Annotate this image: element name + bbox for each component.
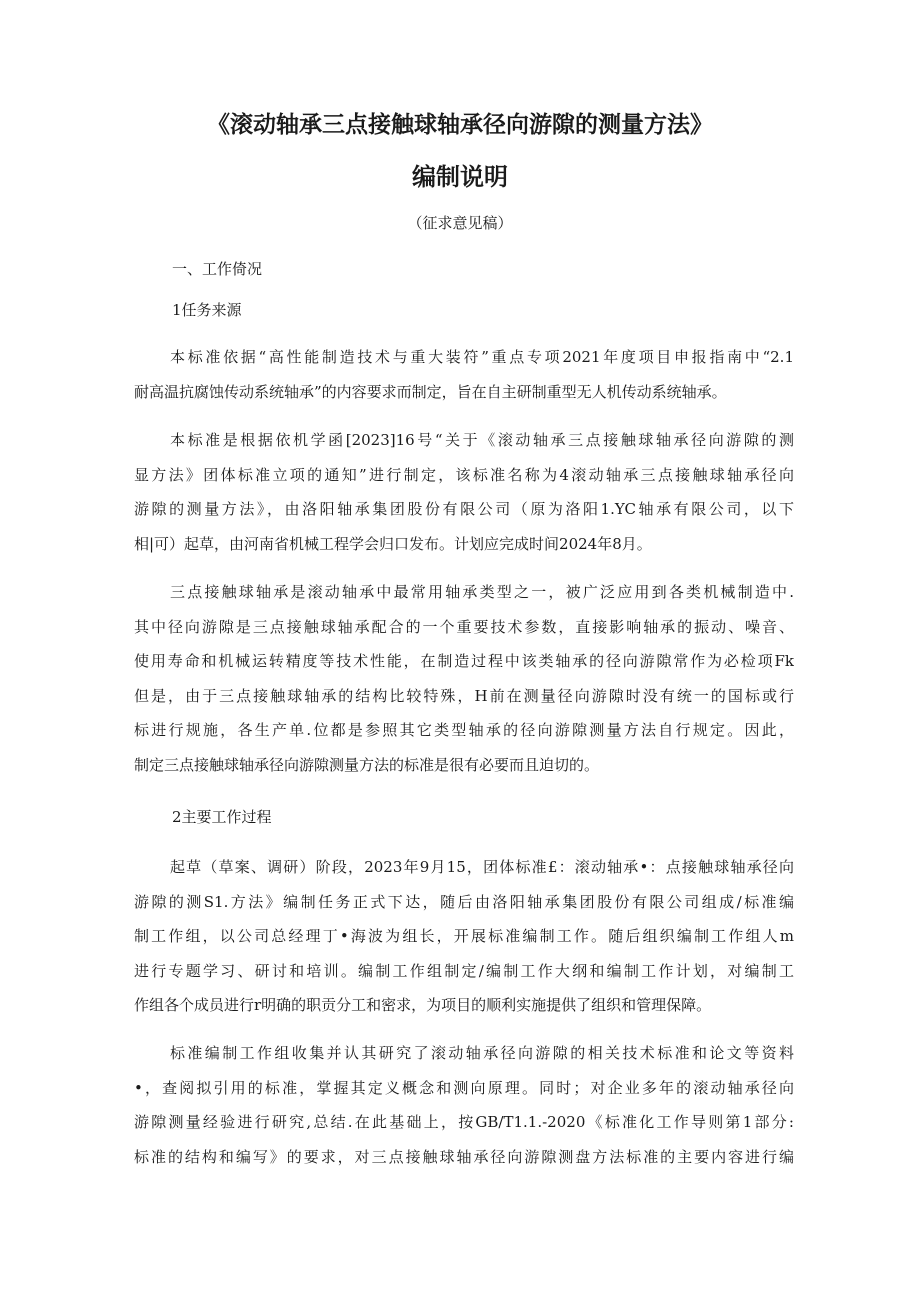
paragraph-line: 相|可）起草，由河南省机械工程学会归口发布。计划应完成时间2024年8月。 [134,534,652,553]
section-heading-work-status: 一、工作倚况 [172,260,263,278]
paragraph-line: 游隙的测S1.方法》编制任务正式下达，随后由洛阳轴承集团股份有限公司组成/标准编 [134,892,794,911]
paragraph-line: 作组各个成员进行r明确的职贡分工和密求，为项目的顺利实施提供了组织和管理保障。 [134,996,712,1014]
paragraph-line: 标准的结构和编写》的要求，对三点接触球轴承径向游隙测盘方法标准的主要内容进行编 [134,1147,794,1166]
subsection-heading-task-source: 1任务来源 [172,301,242,319]
paragraph-task-source [134,340,794,409]
subsection-heading-work-process: 2主要工作过程 [172,808,272,826]
paragraph-line: 本标准依据“高性能制造技术与重大装符”重点专项2021年度项目申报指南中“2.1 [170,348,794,366]
paragraph-drafting-stage [134,850,794,1023]
paragraph-line: 但是，由于三点接触球轴承的结构比较特殊，H前在测量径向游隙时没有统一的国标或行 [134,686,794,705]
paragraph-line: 耐高温抗腐蚀传动系统轴承”的内容要求而制定，旨在自主研制重型无人机传动系统轴承。 [134,382,727,401]
paragraph-line: 三点接触球轴承是滚动轴承中最常用轴承类型之一，被广泛应用到各类机械制造中. [170,583,794,601]
paragraph-line: 游隙测量经验进行研究,总结.在此基础上，按GB/T1.1.-2020《标准化工作导则第1部分: [134,1113,794,1131]
paragraph-line: 标准编制工作组收集并认其研究了滚动轴承径向游隙的相关技术标准和论文等资料 [170,1044,794,1062]
paragraph-line: •，查阅拟引用的标准，掌握其定义概念和测向原理。同时；对企业多年的滚动轴承径向 [134,1078,794,1097]
paragraph-line: 起草（草案、调研）阶段，2023年9月15，团体标准£：滚动轴承•：点接触球轴承径向 [170,858,794,876]
paragraph-line: 其中径向游隙是三点接触球轴承配合的一个重要技术参数，直接影响轴承的振动、噪音、 [134,617,794,636]
paragraph-line: 制定三点接触球轴承径向游隙测量方法的标准是很有必要而且迫切的。 [134,755,600,774]
paragraph-line: 使用寿命和机械运转精度等技术性能，在制造过程中该类轴承的径向游隙常作为必检项Fk [134,652,794,670]
paragraph-line: 制工作组，以公司总经理丁•海波为组长，开展标准编制工作。随后组织编制工作组人m [134,927,794,945]
paragraph-line: 进行专题学习、研讨和培训。编制工作组制定/编制工作大纲和编制工作计划，对编制工 [134,961,794,980]
draft-label: （征求意见稿） [407,214,513,232]
paragraph-line: 本标准是根据依机学函[2023]16号“关于《滚动轴承三点接触球轴承径向游隙的测 [170,431,794,449]
document-subtitle: 编制说明 [412,163,508,191]
paragraph-background [134,575,794,782]
paragraph-project-basis [134,423,794,561]
document-title: 《滚动轴承三点接触球轴承径向游隙的测量方法》 [207,112,713,138]
paragraph-research [134,1036,794,1174]
paragraph-line: 游隙的测量方法》，由洛阳轴承集团股份有限公司（原为洛阳1.YC轴承有限公司，以下 [134,500,794,518]
paragraph-line: 显方法》团体标准立项的通知”进行制定，该标准名称为4滚动轴承三点接触球轴承径向 [134,465,794,484]
paragraph-line: 标进行规施，各生产单.位都是参照其它类型轴承的径向游隙测量方法自行规定。因此， [134,721,794,739]
